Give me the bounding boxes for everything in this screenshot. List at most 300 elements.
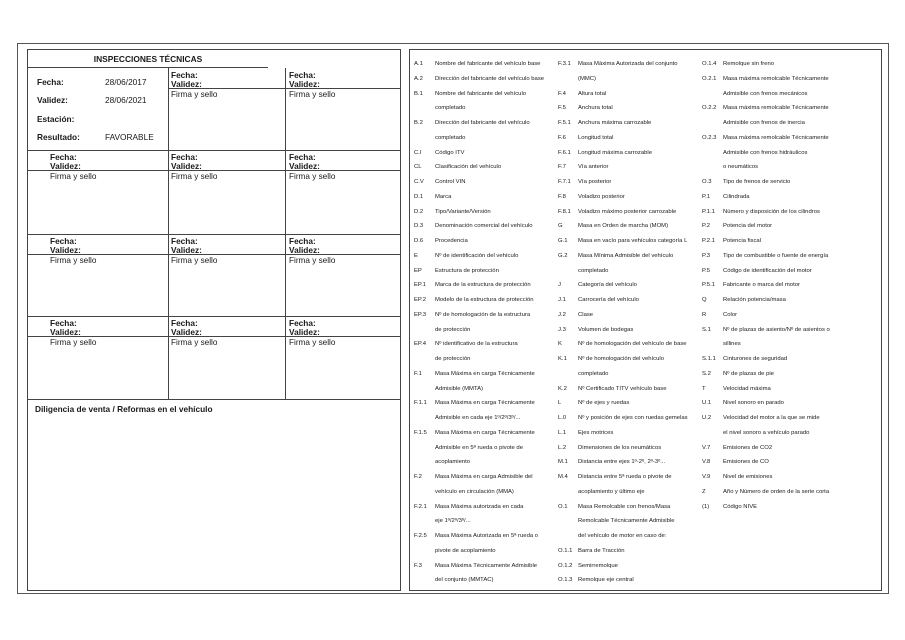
glossary-item: [558, 293, 706, 308]
glossary-item: [702, 293, 880, 308]
glossary-code: L.1: [558, 429, 567, 436]
glossary-code: P.2: [702, 223, 711, 230]
glossary-code: F.1: [414, 370, 422, 377]
glossary-item: [558, 382, 706, 397]
glossary-text: Modelo de la estructura de protección: [435, 297, 534, 303]
glossary-code: CL: [414, 164, 422, 171]
glossary-code: J.2: [558, 311, 566, 318]
glossary-text: Masa máxima remolcable Técnicamente: [723, 105, 829, 112]
validez-label: Validez:: [171, 327, 202, 337]
glossary-text: Masa en vacío para vehículos categoría L: [578, 238, 688, 244]
glossary-text: Masa Remolcable con frenos/Masa: [578, 503, 671, 510]
glossary-text: Nº de identificación del vehículo: [435, 252, 519, 259]
glossary-code: J.1: [558, 297, 566, 303]
glossary-code: O.2.1: [702, 75, 717, 82]
glossary-text: Remolque sin freno: [723, 61, 775, 67]
glossary-text: Admisible con frenos de inercia: [723, 120, 805, 126]
glossary-item: [702, 500, 880, 515]
glossary-code: L.2: [558, 444, 567, 451]
glossary-item: [702, 219, 880, 234]
glossary-item: [558, 146, 706, 161]
glossary-text: Distancia entre ejes 1º-2º, 2º-3º...: [578, 459, 666, 466]
glossary-item: [414, 87, 559, 102]
resultado-value: FAVORABLE: [105, 132, 154, 142]
glossary-code: S.1.1: [702, 356, 716, 362]
glossary-text: Nº identificativo de la estructura: [435, 341, 518, 348]
glossary-item: [702, 337, 880, 352]
glossary-item: [558, 101, 706, 116]
glossary-code: P.3: [702, 252, 711, 259]
glossary-item: [414, 234, 559, 249]
fecha-label: Fecha:: [171, 152, 198, 162]
glossary-item: [702, 87, 880, 102]
glossary-text: Nº de homologación de la estructura: [435, 311, 531, 318]
glossary-text: Nivel sonoro en parado: [723, 400, 784, 407]
glossary-item: [414, 175, 559, 190]
glossary-item: [702, 160, 880, 175]
glossary-code: K.1: [558, 356, 567, 362]
glossary-text: Masa Máxima en carga Admisible del: [435, 474, 533, 480]
validez-label: Validez:: [289, 327, 320, 337]
glossary-item: [558, 455, 706, 470]
glossary-item: [702, 455, 880, 470]
glossary-text: Semirremolque: [578, 562, 618, 569]
glossary-code: F.6: [558, 134, 566, 141]
glossary-code: F.8.1: [558, 208, 571, 215]
glossary-text: sillines: [723, 341, 741, 348]
glossary-code: F.2.1: [414, 503, 427, 510]
glossary-text: Ejes motrices: [578, 429, 614, 436]
glossary-text: completado: [435, 134, 466, 141]
glossary-text: Anchura máxima carrozable: [578, 120, 652, 126]
glossary-item: [558, 234, 706, 249]
glossary-text: de protección: [435, 326, 471, 333]
glossary-text: Dimensiones de los neumáticos: [578, 444, 662, 451]
firma-label: Firma y sello: [289, 90, 336, 99]
glossary-text: Volumen de bodegas: [578, 326, 634, 333]
glossary-item: [414, 278, 559, 293]
glossary-text: Voladizo posterior: [578, 193, 625, 200]
glossary-item: [414, 396, 562, 411]
glossary-text: o neumáticos: [723, 164, 759, 171]
glossary-text: Color: [723, 311, 738, 318]
glossary-item: [702, 382, 880, 397]
fecha-label: Fecha:: [171, 70, 198, 80]
glossary-code: D.6: [414, 238, 424, 244]
glossary-text: Barra de Tracción: [578, 547, 625, 554]
glossary-code: G.1: [558, 238, 568, 244]
glossary-item: [702, 278, 880, 293]
glossary-text: Masa en Orden de marcha (MOM): [578, 223, 669, 230]
glossary-text: Tipo de frenos de servicio: [723, 179, 791, 185]
glossary-item: [702, 249, 880, 264]
validez-label: Validez:: [50, 245, 81, 255]
glossary-item: [414, 573, 559, 588]
glossary-code: EP: [414, 267, 422, 274]
glossary-item: [414, 544, 559, 559]
glossary-item: [558, 175, 706, 190]
glossary-item: [702, 72, 880, 87]
glossary-item: [558, 205, 706, 220]
glossary-code: F.3: [414, 562, 422, 569]
glossary-item: [414, 529, 559, 544]
glossary-item: [702, 441, 880, 456]
glossary-item: [414, 441, 559, 456]
glossary-item: [414, 219, 559, 234]
glossary-text: Fabricante o marca del motor: [723, 282, 800, 289]
glossary-code: F.4: [558, 90, 566, 97]
glossary-item: [414, 205, 559, 220]
glossary-item: [702, 131, 880, 146]
glossary-item: [558, 573, 706, 588]
glossary-code: O.2.2: [702, 105, 717, 112]
glossary-item: [702, 175, 880, 190]
glossary-code: V.7: [702, 444, 711, 451]
glossary-code: O.1: [558, 503, 568, 510]
glossary-text: Cinturones de seguridad: [723, 356, 788, 362]
glossary-item: [558, 367, 706, 382]
glossary-code: F.6.1: [558, 149, 571, 156]
glossary-code: F.5: [558, 105, 566, 112]
glossary-code: A.1: [414, 61, 423, 67]
glossary-text: Potencia del motor: [723, 223, 773, 230]
glossary-item: [414, 559, 559, 574]
glossary-item: [414, 470, 559, 485]
glossary-code: F.8: [558, 193, 566, 200]
glossary-text: Código NIVE: [723, 503, 758, 510]
glossary-item: [702, 485, 880, 500]
glossary-code: (1): [702, 503, 710, 510]
glossary-text: Admisible con frenos hidráulicos: [723, 149, 808, 156]
fecha-label: Fecha:: [289, 318, 316, 328]
glossary-text: completado: [578, 370, 609, 377]
glossary-text: Vía anterior: [578, 164, 609, 171]
firma-label: Firma y sello: [171, 338, 218, 347]
glossary-item: [414, 57, 559, 72]
glossary-column-3: [702, 57, 880, 514]
glossary-text: eje 1º/2º/3º/...: [435, 518, 471, 525]
glossary-item: [414, 323, 559, 338]
glossary-code: O.1.2: [558, 562, 573, 569]
glossary-text: Marca: [435, 193, 452, 200]
glossary-code: P.1: [702, 193, 711, 200]
glossary-text: Altura total: [578, 90, 607, 97]
validez-label: Validez:: [50, 161, 81, 171]
glossary-item: [702, 146, 880, 161]
glossary-text: Admisible (MMTA): [435, 385, 483, 392]
glossary-code: D.1: [414, 193, 424, 200]
glossary-text: Masa Máxima Autorizada del conjunto: [578, 61, 678, 67]
fecha-label: Fecha:: [289, 70, 316, 80]
glossary-code: V.8: [702, 459, 711, 466]
glossary-item: [702, 264, 880, 279]
glossary-item: [414, 382, 559, 397]
glossary-item: [414, 455, 559, 470]
glossary-text: vehículo en circulación (MMA): [435, 488, 514, 495]
glossary-text: Código de identificación del motor: [723, 267, 812, 274]
glossary-item: [414, 116, 559, 131]
glossary-item: [558, 514, 706, 529]
glossary-item: [702, 396, 880, 411]
glossary-item: [558, 160, 706, 175]
validez-value: 28/06/2021: [105, 95, 147, 105]
glossary-code: F.1.5: [414, 429, 427, 436]
glossary-text: Dirección del fabricante del vehículo base: [435, 75, 545, 82]
glossary-code: B.2: [414, 120, 423, 126]
glossary-item: [558, 352, 706, 367]
glossary-text: Nº y posición de ejes con ruedas gemelas: [578, 415, 688, 421]
glossary-text: Emisiones de CO: [723, 459, 769, 466]
glossary-item: [414, 101, 559, 116]
glossary-text: Dirección del fabricante del vehículo: [435, 120, 530, 126]
glossary-text: Número y disposición de los cilindros: [723, 208, 820, 215]
glossary-code: Z: [702, 488, 706, 495]
glossary-code: F.3.1: [558, 61, 571, 67]
glossary-code: L: [558, 400, 562, 407]
firma-label: Firma y sello: [171, 256, 218, 265]
fecha-label: Fecha:: [171, 318, 198, 328]
glossary-text: Clase: [578, 311, 594, 318]
glossary-item: [558, 87, 706, 102]
glossary-text: Masa máxima remolcable Técnicamente: [723, 75, 829, 82]
glossary-item: [558, 57, 706, 72]
glossary-item: [414, 190, 559, 205]
glossary-code: M.4: [558, 474, 568, 480]
glossary-text: Longitud máxima carrozable: [578, 149, 652, 156]
glossary-text: Vía posterior: [578, 179, 612, 185]
glossary-code: J.3: [558, 326, 566, 333]
glossary-code: F.2: [414, 474, 422, 480]
glossary-item: [558, 249, 706, 264]
glossary-code: T: [702, 385, 706, 392]
glossary-text: Nº de ejes y ruedas: [578, 400, 630, 407]
glossary-text: Tipo/Variante/Versión: [435, 208, 491, 215]
grid-line: [28, 254, 400, 255]
glossary-item: [702, 323, 880, 338]
glossary-item: [414, 367, 559, 382]
glossary-code: V.9: [702, 474, 711, 480]
glossary-item: [558, 131, 706, 146]
glossary-text: Control VIN: [435, 179, 466, 185]
inspections-title: INSPECCIONES TÉCNICAS: [28, 50, 268, 68]
glossary-code: F.7.1: [558, 179, 571, 185]
glossary-code: EP.2: [414, 297, 427, 303]
firma-label: Firma y sello: [50, 172, 97, 181]
glossary-text: Estructura de protección: [435, 267, 499, 274]
glossary-text: Emisiones de CO2: [723, 444, 773, 451]
validez-label: Validez:: [171, 245, 202, 255]
glossary-item: [702, 205, 880, 220]
glossary-code: G: [558, 223, 563, 230]
glossary-item: [558, 264, 706, 279]
glossary-code: F.7: [558, 164, 566, 171]
glossary-text: Nº de homologación del vehículo de base: [578, 341, 687, 348]
glossary-text: Nº de homologación del vehículo: [578, 356, 664, 362]
glossary-item: [414, 485, 559, 500]
glossary-text: Remolcable Técnicamente Admisible: [578, 518, 675, 525]
grid-line: [168, 88, 401, 89]
glossary-text: Masa Máxima en carga Técnicamente: [435, 370, 535, 377]
glossary-code: M.1: [558, 459, 568, 466]
glossary-code: EP.1: [414, 282, 427, 289]
glossary-text: Código ITV: [435, 149, 465, 156]
glossary-code: B.1: [414, 90, 423, 97]
glossary-item: [558, 470, 706, 485]
glossary-text: Nombre del fabricante del vehículo: [435, 90, 527, 97]
glossary-text: Admisible en cada eje 1º/2º/3º/...: [435, 415, 521, 421]
glossary-item: [558, 278, 706, 293]
grid-line: [28, 399, 400, 400]
glossary-text: Masa Máxima autorizada en cada: [435, 503, 524, 510]
validez-label: Validez:: [50, 327, 81, 337]
glossary-item: [702, 411, 880, 426]
glossary-item: [558, 529, 706, 544]
glossary-code: Q: [702, 297, 707, 303]
glossary-item: [558, 559, 706, 574]
glossary-item: [702, 116, 880, 131]
glossary-item: [414, 293, 559, 308]
glossary-code: S.1: [702, 326, 711, 333]
glossary-text: Admisible en 5ª rueda o pivote de: [435, 444, 523, 451]
glossary-text: acoplamiento y último eje: [578, 488, 645, 495]
glossary-code: O.1.3: [558, 577, 573, 584]
glossary-item: [558, 323, 706, 338]
glossary-text: Cilindrada: [723, 193, 750, 200]
fecha-label: Fecha:: [50, 236, 77, 246]
glossary-item: [558, 190, 706, 205]
glossary-item: [702, 367, 880, 382]
glossary-code: P.5.1: [702, 282, 715, 289]
glossary-item: [414, 160, 559, 175]
grid-line: [28, 316, 400, 317]
resultado-label: Resultado:: [37, 132, 80, 142]
estacion-label: Estación:: [37, 114, 75, 124]
glossary-item: [558, 411, 706, 426]
glossary-item: [558, 72, 706, 87]
grid-line: [28, 150, 400, 151]
glossary-text: Año y Número de orden de la serie corta: [723, 488, 830, 495]
glossary-text: (MMC): [578, 75, 596, 82]
glossary-item: [414, 264, 559, 279]
glossary-text: Carrocería del vehículo: [578, 297, 639, 303]
firma-label: Firma y sello: [289, 256, 336, 265]
glossary-item: [414, 500, 559, 515]
glossary-code: O.1.1: [558, 547, 573, 554]
glossary-item: [414, 337, 559, 352]
glossary-item: [414, 426, 559, 441]
glossary-item: [414, 308, 559, 323]
glossary-text: Masa Máxima Técnicamente Admisible: [435, 562, 538, 569]
glossary-text: pivote de acoplamiento: [435, 547, 496, 554]
fecha-label: Fecha:: [37, 77, 64, 87]
glossary-text: completado: [578, 267, 609, 274]
glossary-item: [414, 411, 559, 426]
glossary-item: [558, 337, 706, 352]
glossary-text: Nombre del fabricante del vehículo base: [435, 61, 541, 67]
fecha-label: Fecha:: [50, 318, 77, 328]
glossary-item: [414, 72, 559, 87]
glossary-code: P.2.1: [702, 238, 715, 244]
glossary-item: [702, 426, 880, 441]
glossary-text: Masa Máxima en carga Técnicamente: [435, 400, 535, 407]
glossary-item: [558, 396, 706, 411]
glossary-text: Masa Máxima Autorizada en 5ª rueda o: [435, 533, 539, 539]
glossary-text: acoplamiento: [435, 459, 471, 466]
firma-label: Firma y sello: [50, 338, 97, 347]
glossary-panel: [409, 49, 882, 591]
grid-line: [28, 336, 400, 337]
glossary-text: Nº de plazas de asiento/Nº de asientos o: [723, 326, 830, 333]
validez-label: Validez:: [289, 245, 320, 255]
glossary-text: Nivel de emisiones: [723, 474, 773, 480]
glossary-item: [414, 249, 559, 264]
glossary-text: de protección: [435, 356, 471, 362]
glossary-item: [558, 544, 706, 559]
glossary-text: Masa Máxima en carga Técnicamente: [435, 429, 535, 436]
firma-label: Firma y sello: [171, 90, 218, 99]
glossary-text: Anchura total: [578, 105, 613, 112]
glossary-code: D.2: [414, 208, 424, 215]
firma-label: Firma y sello: [289, 172, 336, 181]
glossary-text: Voladizo máximo posterior carrozable: [578, 208, 677, 215]
validez-label: Validez:: [171, 79, 202, 89]
glossary-item: [558, 219, 706, 234]
glossary-code: S.2: [702, 370, 711, 377]
glossary-text: Admisible con frenos mecánicos: [723, 90, 808, 97]
glossary-text: Nº de plazas de pie: [723, 370, 774, 377]
glossary-text: del conjunto (MMTAC): [435, 577, 494, 584]
glossary-text: Nº Certificado TITV vehículo base: [578, 385, 667, 392]
validez-label: Validez:: [289, 79, 320, 89]
glossary-text: el nivel sonoro a vehículo parado: [723, 429, 810, 436]
glossary-code: K.2: [558, 385, 567, 392]
diligencia-heading: Diligencia de venta / Reformas en el vehículo: [35, 404, 213, 414]
glossary-code: P.5: [702, 267, 711, 274]
glossary-text: Procedencia: [435, 238, 468, 244]
glossary-text: Relación potencia/masa: [723, 297, 786, 303]
glossary-code: D.3: [414, 223, 424, 230]
glossary-code: A.2: [414, 75, 423, 82]
glossary-item: [414, 514, 559, 529]
glossary-item: [702, 308, 880, 323]
firma-label: Firma y sello: [289, 338, 336, 347]
glossary-code: F.1.1: [414, 400, 427, 407]
glossary-text: Clasificación del vehículo: [435, 164, 502, 171]
glossary-item: [558, 116, 706, 131]
glossary-code: P.1.1: [702, 208, 715, 215]
glossary-code: F.5.1: [558, 120, 571, 126]
glossary-text: Velocidad del motor a la que se mide: [723, 415, 820, 421]
firma-label: Firma y sello: [50, 256, 97, 265]
glossary-code: E: [414, 252, 418, 259]
glossary-item: [558, 308, 706, 323]
glossary-item: [558, 485, 706, 500]
grid-line: [28, 170, 400, 171]
glossary-item: [558, 426, 706, 441]
glossary-code: L.0: [558, 415, 567, 421]
fecha-label: Fecha:: [289, 236, 316, 246]
glossary-code: C.V: [414, 179, 424, 185]
glossary-item: [702, 234, 880, 249]
glossary-text: Categoría del vehículo: [578, 282, 637, 289]
fecha-value: 28/06/2017: [105, 77, 147, 87]
glossary-column-2: [558, 57, 706, 588]
glossary-code: R: [702, 311, 707, 318]
glossary-text: Longitud total: [578, 134, 614, 141]
glossary-code: O.3: [702, 179, 712, 185]
validez-label: Validez:: [171, 161, 202, 171]
glossary-text: del vehículo de motor en caso de:: [578, 533, 667, 539]
